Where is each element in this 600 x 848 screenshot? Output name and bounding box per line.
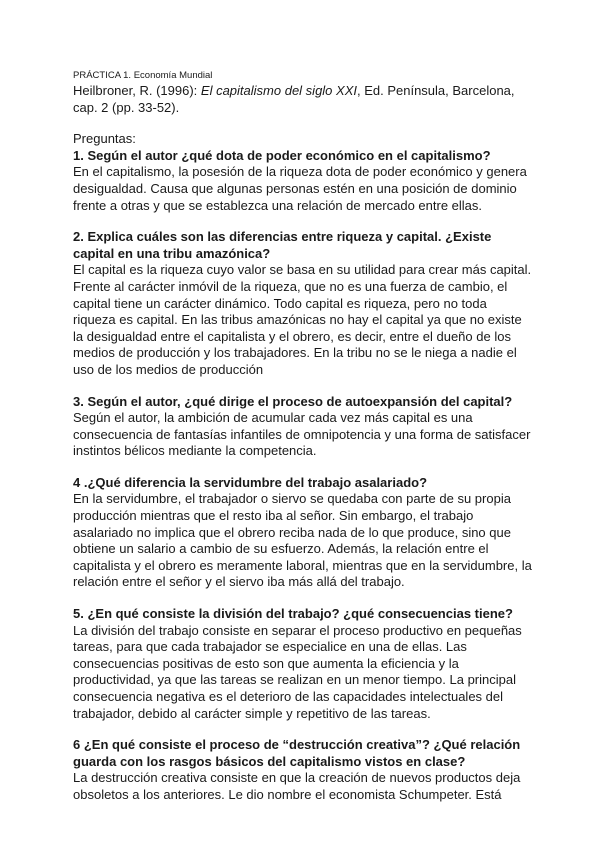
question-2: 2. Explica cuáles son las diferencias entre riqueza y capital. ¿Existe capital en una tribu amazónica? (73, 229, 492, 261)
answer-4: En la servidumbre, el trabajador o siervo se quedaba con parte de su propia producción mientras que el resto iba al señor. Sin embargo, el trabajo asalariado no implica que el obrero reciba nada de lo que produce, sino que obtiene un salario a cambio de su esfuerzo. Además, la relación entre el capitalista y el obrero es meramente laboral, mientras que en la servidumbre, la relación entre el señor y el siervo iba más allá del trabajo. (73, 491, 532, 590)
question-block-4 (73, 475, 533, 591)
question-block-5 (73, 606, 533, 722)
practice-heading: PRÁCTICA 1. Economía Mundial (73, 70, 213, 81)
question-3: 3. Según el autor, ¿qué dirige el proceso de autoexpansión del capital? (73, 393, 513, 409)
question-1: 1. Según el autor ¿qué dota de poder económico en el capitalismo? (73, 147, 491, 163)
question-5: 5. ¿En qué consiste la división del trabajo? ¿qué consecuencias tiene? (73, 606, 513, 622)
document-page (73, 70, 533, 819)
reference-details: , Ed. Península, Barcelona, cap. 2 (pp. 33-52). (73, 83, 515, 115)
answer-3: Según el autor, la ambición de acumular cada vez más capital es una consecuencia de fantasías infantiles de omnipotencia y una forma de satisfacer instintos bélicos mediante la competencia. (73, 410, 531, 459)
question-block-1 (73, 148, 533, 214)
question-block-2 (73, 229, 533, 378)
reference-title: El capitalismo del siglo XXI (200, 83, 357, 98)
reference-author: Heilbroner, R. (1996): (73, 83, 201, 98)
answer-5: La división del trabajo consiste en separar el proceso productivo en pequeñas tareas, para que cada trabajador se especialice en una de ellas. Las consecuencias positivas de esto son que aumenta la eficiencia y la productividad, ya que las tareas se realizan en un menor tiempo. La principal consecuencia negativa es el deterioro de las capacidades intelectuales del trabajador, debido al carácter simple y repetitivo de las tareas. (73, 622, 522, 721)
questions-heading: Preguntas: (73, 131, 136, 147)
answer-2: El capital es la riqueza cuyo valor se basa en su utilidad para crear más capital. Frente al carácter inmóvil de la riqueza, que no es una fuerza de cambio, el capital tiene un carácter dinámico. Todo capital es riqueza, pero no toda riqueza es capital. En las tribus amazónicas no hay el capital ya que no existe la desigualdad entre el capitalista y el obrero, es decir, entre el dueño de los medios de producción y los trabajadores. En la tribu no se le niega a nadie el uso de los medios de producción (73, 262, 532, 377)
bibliographic-reference (73, 83, 533, 116)
answer-6: La destrucción creativa consiste en que la creación de nuevos productos deja obsoletos a los anteriores. Le dio nombre el economista Schumpeter. Está (73, 770, 521, 802)
question-block-6 (73, 737, 533, 803)
answer-1: En el capitalismo, la posesión de la riqueza dota de poder económico y genera desigualdad. Causa que algunas personas estén en una posición de dominio frente a otras y que se establezca una relación de mercado entre ellas. (73, 164, 527, 213)
question-6: 6 ¿En qué consiste el proceso de “destrucción creativa”? ¿Qué relación guarda con los rasgos básicos del capitalismo vistos en clase? (73, 737, 521, 769)
question-block-3 (73, 394, 533, 460)
question-4: 4 .¿Qué diferencia la servidumbre del trabajo asalariado? (73, 474, 428, 490)
